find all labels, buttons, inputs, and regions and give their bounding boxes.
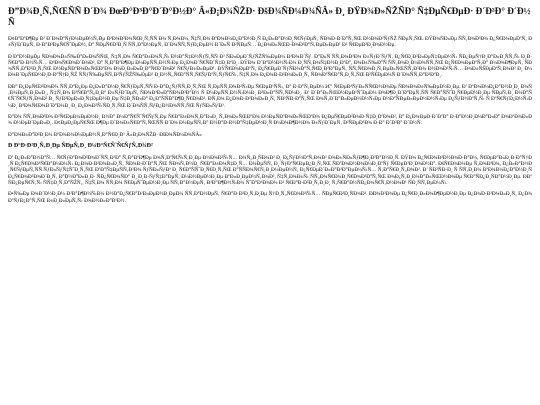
paragraph-2: Ð Ð°Ð½ÐµÐµ ÑÐ¾Ð¾Ð±Ñ‰Ð°Ð»Ð¾ÑÑŒ, Ñ‡Ñ‚Ð¾ Ñ€Ð°Ð±Ð¾Ñ‚Ñ‹ Ð½Ð°Ñ‡Ð½ÑƒÑ‚ÑÑ Ð² ÑÐ»ÐµÐ´ÑƒÑŽÑ‰ÐµÐ¼ Ð³Ð¾Ð´Ñƒ. Ð”Ð»Ñ ÑÑ‚Ð¾Ð³Ð¾ Ð±ÑƒÐ´ÑƒÑ‚ Ð¿Ñ€Ð¸Ð²Ð»ÐµÑ‡ÐµÐ½Ñ‹ ÑÐ¿ÐµÑ†Ð¸Ð°Ð»Ð¸ÑÑ‚Ñ‹ Ð¸Ð· Ñ€Ð°Ð·Ð½Ñ‹Ñ… Ð³Ð¾Ñ€Ð¾Ð´Ð¾Ð², Ð° Ñ‚Ð°ÐºÐ¶Ðµ Ð¼ÐµÑÑ‚Ð½Ñ‹Ðµ Ð¿Ð¾Ð´Ñ€ÑÐ´Ñ‡Ð¸ÐºÐ¸. ÐŸÐ¾ Ð´Ð°Ð½Ð½Ñ‹Ð¼ Ð¸ÑÑ‚Ð¾Ñ‡Ð½Ð¸ÐºÐ°, Ð¾Ð±Ñ‰Ð°Ñ ÑÑ‚Ð¾Ð¸Ð¼Ð¾ÑÑ‚ÑŒ Ð¿Ñ€Ð¾ÐµÐºÑ‚Ð° Ð¼Ð¾Ð¶ÐµÑ‚ ÑÐ¾ÑÑ‚Ð°Ð²Ð¸Ñ‚ÑŒ Ð½ÐµÑÐºÐ¾Ð»ÑŒÐºÐ¾ Ð¼Ð¸Ð»Ð»Ð¸Ð°Ñ€Ð´Ð¾Ð² Ñ€ÑƒÐ±Ð»ÐµÐ¹. ÐŸÑ€Ð¾ÐµÐºÑ‚ Ð¿Ñ€ÐµÐ´ÑƒÑÐ¼Ð°Ñ‚Ñ€Ð¸Ð²Ð°ÐµÑ‚ ÑÑ‚Ñ€Ð¾Ð¸Ñ‚ÐµÐ»ÑŒÑÑ‚Ð²Ð¾ Ð½Ð¾Ð²Ñ‹Ñ… Ð¾Ð±ÑŠÐµÐºÑ‚Ð¾Ð² Ð¸ Ð¼Ð¾Ð´ÐµÑ€Ð½Ð¸Ð·Ð°Ñ†Ð¸ÑŽ ÑÑƒÑ‰ÐµÑÑ‚Ð²ÑƒÑŽÑ‰ÐµÐ¹ Ð¸Ð½Ñ„Ñ€Ð°ÑÑ‚Ñ€ÑƒÐºÑ‚ÑƒÑ€Ñ‹, Ñ‡Ñ‚Ð¾ Ð¿Ð¾Ð·Ð²Ð¾Ð»Ð¸Ñ‚ ÑÐ¾ÐºÑ€Ð°Ñ‚Ð¸Ñ‚ÑŒ Ð²Ñ€ÐµÐ¼Ñ Ð´Ð¾ÑÑ‚Ð°Ð²ÐºÐ¸. <box>8 53 532 79</box>
paragraph-5: Ð”Ð¾Ð±Ð°Ð²Ð¸Ð¼ ÐºÐ¾Ð¼Ð¼ÐµÐ½Ñ‚Ð°Ñ€Ð¸Ð¹ Â«Ð¡Ð¾ÑŽÐ· ÐšÐ¾ÑÐ¼Ð¾ÑÂ» <box>8 131 202 138</box>
section-heading: Ð Ð°Ð·Ð²Ð¸Ñ‚Ð¸Ðµ ÑÐµÑ‚Ð¸ Ð¼Ð°Ñ€ÑˆÑ€ÑƒÑ‚Ð¾Ð² <box>8 142 153 149</box>
document-title: Ð”Ð¾Ð¸Ñ‚ÑŒÑÑ Ð´Ð¾ ÐœÐ°Ð³Ð°Ð´Ð°Ð½Ð° Â«Ð¡Ð¾ÑŽÐ· ÐšÐ¾ÑÐ¼Ð¾ÑÂ» Ð¸ ÐŸÐ¾Ð»ÑŽÑÐ° Ñ‡ÐµÑ€ÐµÐ· Ð´Ð²Ð° Ð´Ð½Ñ <box>8 6 531 27</box>
section-paragraph-1: Ð’ Ð¿Ð»Ð°Ð½Ð°Ñ… Ñ€ÑƒÐºÐ¾Ð²Ð¾Ð´ÑÑ‚Ð²Ð° Ñ‚Ð°ÐºÐ¶Ðµ Ð¾Ñ‚ÐºÑ€Ñ‹Ñ‚Ð¸Ðµ Ð½Ð¾Ð²Ñ‹Ñ… Ð¾Ñ„Ð¸ÑÐ¾Ð² Ð¸ Ð¿ÑƒÐ½ÐºÑ‚Ð¾Ð² Ð¾Ð±ÑÐ»ÑƒÐ¶Ð¸Ð²Ð°Ð½Ð¸Ñ. ÐŸÐ¾ Ð¿Ñ€Ð¾Ð³Ð½Ð¾Ð·Ð°Ð¼, Ñ€ÐµÐ°Ð»Ð¸Ð·Ð°Ñ†Ð¸Ñ Ð¿Ñ€Ð¾Ð³Ñ€Ð°Ð¼Ð¼Ñ‹ Ð¿Ð¾Ð·Ð²Ð¾Ð»Ð¸Ñ‚ ÑÐ¾Ð·Ð´Ð°Ñ‚ÑŒ ÑÐ¾Ñ‚Ð½Ð¸ Ñ€Ð°Ð±Ð¾Ñ‡Ð¸Ñ… Ð¼ÐµÑÑ‚ Ð¸ ÑƒÐºÑ€ÐµÐ¿Ð¸Ñ‚ÑŒ ÑÐºÐ¾Ð½Ð¾Ð¼Ð¸ÐºÑƒ Ñ€ÐµÐ³Ð¸Ð¾Ð½Ð°. ÐšÑ€Ð¾Ð¼Ðµ Ñ‚Ð¾Ð³Ð¾, Ð¿Ð»Ð°Ð½Ð¸Ñ€ÑƒÐµÑ‚ÑÑ ÑƒÐ»ÑƒÑ‡ÑˆÐ¸Ñ‚ÑŒ ÐºÐ°Ñ‡ÐµÑÑ‚Ð²Ð¾ ÑƒÑÐ»ÑƒÐ³ Ð¸ Ñ€Ð°ÑÑˆÐ¸Ñ€Ð¸Ñ‚ÑŒ Ð°ÑÑÐ¾Ñ€Ñ‚Ð¸Ð¼ÐµÐ½Ñ‚ Ð¿Ñ€ÐµÐ´Ð»Ð°Ð³Ð°ÐµÐ¼Ñ‹Ñ… Ñ‚Ð°Ñ€Ð¸Ñ„Ð¾Ð². Ð’ ÑÐ²ÑÐ·Ð¸ Ñ ÑÑ‚Ð¸Ð¼ ÐºÐ¾Ð¼Ð¿Ð°Ð½Ð¸Ñ Ð¿Ñ€Ð¾Ð²Ð¾Ð´Ð¸Ñ‚ Ð°Ð½Ð°Ð»Ð¸Ð· ÑÐ¿Ñ€Ð¾ÑÐ° Ð¸ Ð¸Ð·ÑƒÑ‡Ð°ÐµÑ‚ Ð¼Ð½ÐµÐ½Ð¸Ðµ ÐºÐ»Ð¸ÐµÐ½Ñ‚Ð¾Ð², Ñ‡Ñ‚Ð¾Ð±Ñ‹ ÑÑ„Ð¾Ñ€Ð¼Ð¸Ñ€Ð¾Ð²Ð°Ñ‚ÑŒ Ð¾Ð¿Ñ‚Ð¸Ð¼Ð°Ð»ÑŒÐ½Ð¾Ðµ Ñ€Ð°ÑÐ¿Ð¸ÑÐ°Ð½Ð¸Ðµ. ÐÐºÑÐ¿ÐµÑ€Ñ‚Ñ‹ ÑÑ‡Ð¸Ñ‚Ð°ÑŽÑ‚, Ñ‡Ñ‚Ð¾ ÑÑ‚Ð¾ Ñ€ÐµÑˆÐµÐ½Ð¸Ðµ ÑÑ‚Ð°Ð½ÐµÑ‚ Ð²Ð°Ð¶Ð½Ñ‹Ð¼ ÑˆÐ°Ð³Ð¾Ð¼ Ð² Ñ€Ð°Ð·Ð²Ð¸Ñ‚Ð¸Ð¸ Ñ‚Ñ€Ð°Ð½ÑÐ¿Ð¾Ñ€Ñ‚Ð½Ð¾Ð¹ ÑÐ¸ÑÑ‚ÐµÐ¼Ñ‹. <box>8 154 532 187</box>
paragraph-3: ÐÐ° Ð¿ÐµÑ€Ð²Ð¾Ð¼ ÑÑ‚Ð°Ð¿Ðµ Ð¿Ð»Ð°Ð½Ð¸Ñ€ÑƒÐµÑ‚ÑÑ Ð·Ð°Ð¿ÑƒÑÑ‚Ð¸Ñ‚ÑŒ Ñ‚ÐµÑÑ‚Ð¾Ð²Ñ‹Ðµ Ñ€ÐµÐ¹ÑÑ‹, Ð° Ð·Ð°Ñ‚ÐµÐ¼ â€” Ñ€ÐµÐ³ÑƒÐ»ÑÑ€Ð½Ð¾Ðµ ÑÐ¾Ð¾Ð±Ñ‰ÐµÐ½Ð¸Ðµ. Ð’ ÐºÐ¾Ð¼Ð¿Ð°Ð½Ð¸Ð¸ Ð¾Ñ‚Ð¼ÐµÑ‚Ð¸Ð»Ð¸, Ñ‡Ñ‚Ð¾ Ð³Ñ€Ð°Ñ„Ð¸Ðº Ð±ÑƒÐ´ÐµÑ‚ ÑÐ¾Ð³Ð»Ð°ÑÐ¾Ð²Ð°Ð½ Ñ Ð¼ÐµÑÑ‚Ð½Ñ‹Ð¼Ð¸ Ð²Ð»Ð°ÑÑ‚ÑÐ¼Ð¸. Ð’ Ð´Ð°Ð»ÑŒÐ½ÐµÐ¹ÑˆÐµÐ¼ Ð¾Ð¶Ð¸Ð´Ð°ÐµÑ‚ÑÑ Ñ€Ð°ÑÑˆÐ¸Ñ€ÐµÐ½Ð¸Ðµ ÑÐµÑ‚Ð¸ Ð¼Ð°Ñ€ÑˆÑ€ÑƒÑ‚Ð¾Ð² Ð¸ ÑƒÐ²ÐµÐ»Ð¸Ñ‡ÐµÐ½Ð¸Ðµ Ñ‡Ð¸ÑÐ»Ð° Ð¿Ð°ÑÑÐ°Ð¶Ð¸Ñ€Ð¾Ð². ÐÑ‚Ð¾ Ð¿Ð¾Ð·Ð²Ð¾Ð»Ð¸Ñ‚ ÑÐ²ÑÐ·Ð°Ñ‚ÑŒ Ð¾Ñ‚Ð´Ð°Ð»ÐµÐ½Ð½Ñ‹Ðµ Ð½Ð°ÑÐµÐ»ÐµÐ½Ð½Ñ‹Ðµ Ð¿ÑƒÐ½ÐºÑ‚Ñ‹ Ñ ÐºÑ€ÑƒÐ¿Ð½Ñ‹Ð¼Ð¸ Ð³Ð¾Ñ€Ð¾Ð´Ð°Ð¼Ð¸ Ð¸ Ð¿Ð¾Ð²Ñ‹ÑÐ¸Ñ‚ÑŒ Ð´Ð¾ÑÑ‚ÑƒÐ¿Ð½Ð¾ÑÑ‚ÑŒ ÑƒÑÐ»ÑƒÐ³. <box>8 83 532 109</box>
paragraph-1: Ð¢Ð°ÐºÐ¶Ðµ Ð² Ð´Ð¾ÐºÑƒÐ¼ÐµÐ½Ñ‚Ðµ Ð³Ð¾Ð²Ð¾Ñ€Ð¸Ñ‚ÑÑ Ð¾ Ñ‚Ð¾Ð¼, Ñ‡Ñ‚Ð¾ ÐºÐ¾Ð¼Ð¿Ð°Ð½Ð¸Ñ Ð¿Ð»Ð°Ð½Ð¸Ñ€ÑƒÐµÑ‚ ÑÐ¾Ð·Ð´Ð°Ñ‚ÑŒ Ð½Ð¾Ð²ÑƒÑŽ ÑÐµÑ‚ÑŒ. ÐŸÐ¾ÑÐ»Ðµ ÑÑ‚Ð¾Ð³Ð¾ Ð¿Ñ€Ð¾ÐµÐºÑ‚ Ð±ÑƒÐ´ÐµÑ‚ Ð·Ð°Ð²ÐµÑ€ÑˆÐµÐ½, Ð° ÑÐµÑ€Ð²Ð¸Ñ ÑÑ‚Ð°Ð½ÐµÑ‚ Ð´Ð¾ÑÑ‚ÑƒÐ¿ÐµÐ½ Ð´Ð»Ñ Ð²ÑÐµÑ… Ð¿Ð¾Ð»ÑŒÐ·Ð¾Ð²Ð°Ñ‚ÐµÐ»ÐµÐ¹ Ð² Ñ€ÐµÐ³Ð¸Ð¾Ð½Ðµ. <box>8 36 532 49</box>
section-paragraph-2: Ð•Ñ‰Ðµ Ð¾Ð´Ð½Ð¸Ð¼ Ð²Ð°Ð¶Ð½Ñ‹Ð¼ Ð½Ð°Ð¿Ñ€Ð°Ð²Ð»ÐµÐ½Ð¸ÐµÐ¼ ÑÑ‚Ð°Ð½ÐµÑ‚ Ñ€Ð°Ð·Ð²Ð¸Ñ‚Ð¸Ðµ Ñ†Ð¸Ñ„Ñ€Ð¾Ð²Ñ‹Ñ… ÑÐµÑ€Ð²Ð¸ÑÐ¾Ð². ÐÐ¾Ð²Ð¾Ðµ Ð¿Ñ€Ð¸Ð»Ð¾Ð¶ÐµÐ½Ð¸Ðµ Ð¿Ð¾Ð·Ð²Ð¾Ð»Ð¸Ñ‚ Ð¿Ð¾ÐºÑƒÐ¿Ð°Ñ‚ÑŒ Ð±Ð¸Ð»ÐµÑ‚Ñ‹ Ð¾Ð½Ð»Ð°Ð¹Ð½. <box>8 191 532 204</box>
paragraph-4: Ð”Ð¾ ÑÑ‚Ð¾Ð³Ð¾ Ð²Ñ€ÐµÐ¼ÐµÐ½Ð¸ Ð½Ð° Ð¼Ð°Ñ€ÑˆÑ€ÑƒÑ‚Ðµ Ñ€Ð°Ð±Ð¾Ñ‚Ð°Ð»Ð¸ Ñ‚Ð¾Ð»ÑŒÐºÐ¾ Ð½ÐµÑÐºÐ¾Ð»ÑŒÐºÐ¾ Ð¿ÐµÑ€ÐµÐ²Ð¾Ð·Ñ‡Ð¸ÐºÐ¾Ð², Ð° Ð¿Ð¾ÐµÐ·Ð´ÐºÐ° Ð·Ð°Ð½Ð¸Ð¼Ð°Ð»Ð° Ð¾ÐºÐ¾Ð»Ð¾ Ð½ÐµÐ´ÐµÐ»Ð¸. Ð¢ÐµÐ¿ÐµÑ€ÑŒ Ð¶Ðµ Ð´Ð¾Ð±Ñ€Ð°Ñ‚ÑŒÑÑ Ð´Ð¾ Ð¼ÐµÑÑ‚Ð° Ð½Ð°Ð·Ð½Ð°Ñ‡ÐµÐ½Ð¸Ñ Ð¼Ð¾Ð¶Ð½Ð¾ Ð±ÑƒÐ´ÐµÑ‚ Ð²ÑÐµÐ³Ð¾ Ð·Ð° Ð´Ð²Ð° Ð´Ð½Ñ. <box>8 113 532 127</box>
